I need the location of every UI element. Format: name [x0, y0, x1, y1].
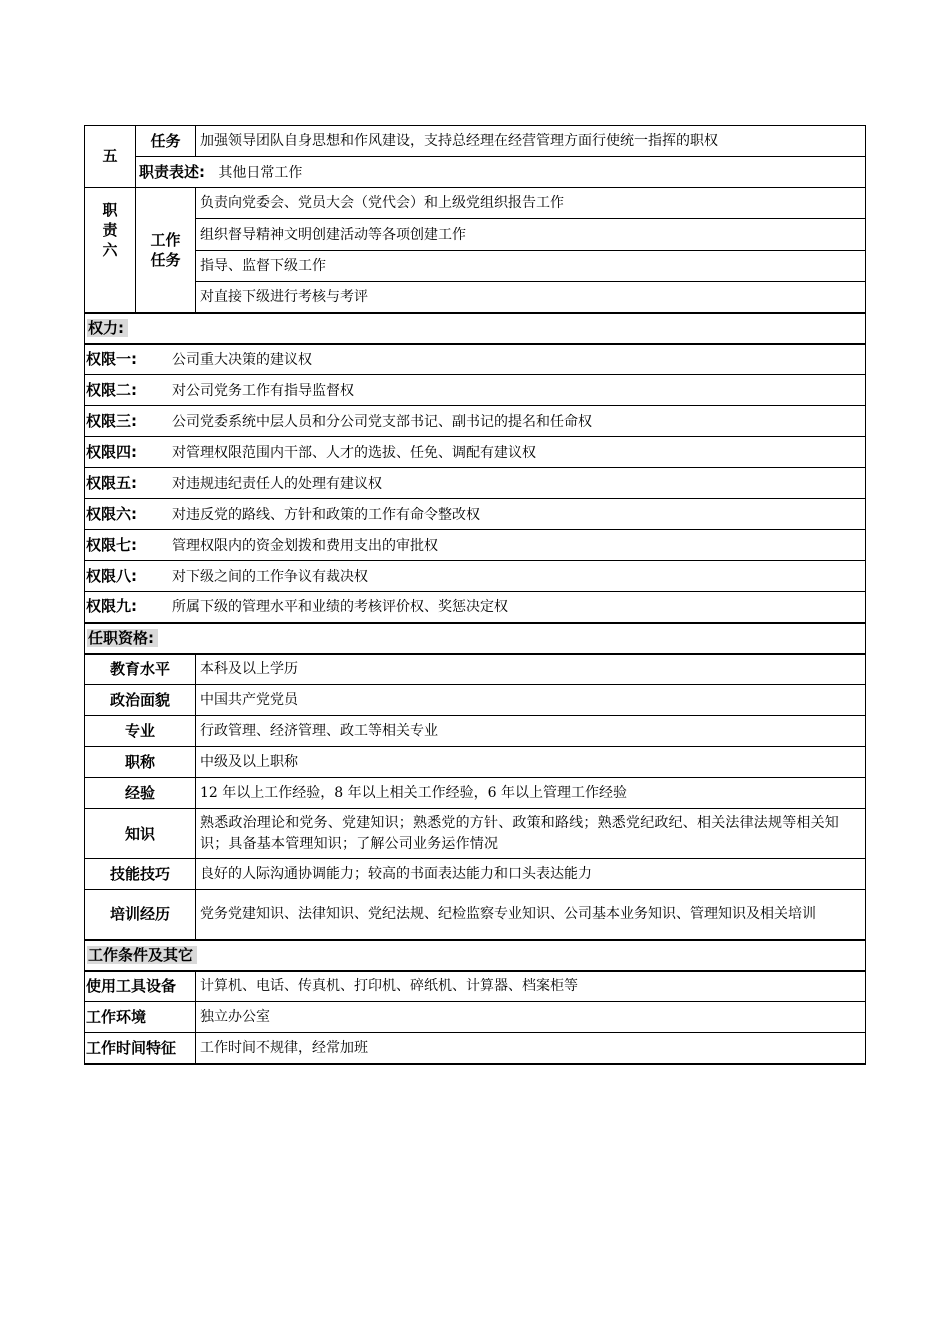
qualification-label: 技能技巧 [85, 859, 196, 890]
condition-text: 独立办公室 [196, 1002, 866, 1033]
duty-six-task-item: 组织督导精神文明创建活动等各项创建工作 [196, 219, 866, 251]
qualification-label: 政治面貌 [85, 685, 196, 716]
duty-six-task-item: 指导、监督下级工作 [196, 251, 866, 282]
power-label: 权限一: [86, 349, 137, 368]
qualification-text: 本科及以上学历 [196, 654, 866, 685]
qualifications-heading-cell [85, 623, 866, 654]
powers-heading-row [85, 313, 866, 344]
powers-heading: 权力: [87, 319, 128, 337]
power-cell [85, 375, 866, 406]
duty-six-desc-text: 其他日常工作 [218, 164, 303, 181]
power-row [85, 344, 866, 375]
power-row [85, 561, 866, 592]
power-cell [85, 468, 866, 499]
qualification-row [85, 716, 866, 747]
qualification-row [85, 890, 866, 940]
duty-six-task-label-line: 任务 [150, 250, 181, 269]
qualification-text: 良好的人际沟通协调能力；较高的书面表达能力和口头表达能力 [196, 859, 866, 890]
job-description-table-wrapper [84, 125, 865, 1065]
qualification-row [85, 859, 866, 890]
qualification-label: 专业 [85, 716, 196, 747]
power-text: 所属下级的管理水平和业绩的考核评价权、奖惩决定权 [172, 599, 508, 616]
duty-five-task-text: 加强领导团队自身思想和作风建设，支持总经理在经营管理方面行使统一指挥的职权 [196, 126, 866, 157]
power-cell [85, 406, 866, 437]
duty-six-task-row [85, 219, 866, 251]
qualifications-heading: 任职资格: [87, 629, 158, 647]
duty-six-task-row [85, 251, 866, 282]
power-row [85, 499, 866, 530]
qualification-row [85, 778, 866, 809]
power-cell [85, 530, 866, 561]
duty-six-task-row [85, 282, 866, 313]
qualification-text: 行政管理、经济管理、政工等相关专业 [196, 716, 866, 747]
duty-six-desc-label: 职责表述: [139, 162, 205, 181]
duty-six-desc-cell [136, 157, 866, 188]
power-cell [85, 437, 866, 468]
power-label: 权限二: [86, 380, 137, 399]
power-label: 权限九: [86, 597, 137, 616]
qualification-row [85, 809, 866, 859]
power-label: 权限四: [86, 442, 137, 461]
condition-text: 计算机、电话、传真机、打印机、碎纸机、计算器、档案柜等 [196, 971, 866, 1002]
power-text: 对公司党务工作有指导监督权 [172, 382, 354, 399]
qualification-text: 熟悉政治理论和党务、党建知识；熟悉党的方针、政策和路线；熟悉党纪政纪、相关法律法规等相关知识；具备基本管理知识；了解公司业务运作情况 [196, 809, 866, 859]
power-row [85, 375, 866, 406]
conditions-heading-row [85, 940, 866, 971]
duty-five-label: 五 [85, 126, 136, 188]
power-text: 对违反党的路线、方针和政策的工作有命令整改权 [172, 506, 480, 523]
power-label: 权限三: [86, 411, 137, 430]
power-row [85, 468, 866, 499]
power-row [85, 530, 866, 561]
power-text: 对管理权限范围内干部、人才的选拔、任免、调配有建议权 [172, 444, 536, 461]
qualifications-heading-row [85, 623, 866, 654]
duty-six-label [85, 188, 136, 313]
power-label: 权限五: [86, 473, 137, 492]
condition-row [85, 1033, 866, 1064]
qualification-text: 党务党建知识、法律知识、党纪法规、纪检监察专业知识、公司基本业务知识、管理知识及相关培训 [196, 890, 866, 940]
qualification-row [85, 747, 866, 778]
duty-five-task-row [85, 126, 866, 157]
power-row [85, 437, 866, 468]
power-text: 管理权限内的资金划拨和费用支出的审批权 [172, 537, 438, 554]
qualification-label: 职称 [85, 747, 196, 778]
power-cell [85, 561, 866, 592]
powers-heading-cell [85, 313, 866, 344]
qualification-label: 培训经历 [85, 890, 196, 940]
qualification-label: 经验 [85, 778, 196, 809]
power-cell [85, 344, 866, 375]
duty-six-task-label-line: 工作 [150, 230, 181, 249]
qualification-text: 12 年以上工作经验，8 年以上相关工作经验，6 年以上管理工作经验 [196, 778, 866, 809]
condition-row [85, 971, 866, 1002]
duty-five-task-label: 任务 [136, 126, 196, 157]
power-text: 对下级之间的工作争议有裁决权 [172, 568, 368, 585]
duty-six-task-item: 负责向党委会、党员大会（党代会）和上级党组织报告工作 [196, 188, 866, 219]
duty-six-label-line: 六 [102, 241, 118, 259]
power-text: 公司党委系统中层人员和分公司党支部书记、副书记的提名和任命权 [172, 413, 592, 430]
condition-label: 工作时间特征 [85, 1033, 196, 1064]
condition-text: 工作时间不规律，经常加班 [196, 1033, 866, 1064]
condition-label: 使用工具设备 [85, 971, 196, 1002]
qualification-text: 中国共产党党员 [196, 685, 866, 716]
power-row [85, 406, 866, 437]
power-text: 公司重大决策的建议权 [172, 351, 312, 368]
duty-six-label-line: 职 [102, 201, 118, 219]
qualification-label: 教育水平 [85, 654, 196, 685]
power-label: 权限七: [86, 535, 137, 554]
power-label: 权限八: [86, 566, 137, 585]
conditions-heading-cell [85, 940, 866, 971]
power-cell [85, 499, 866, 530]
power-text: 对违规违纪责任人的处理有建议权 [172, 475, 382, 492]
qualification-label: 知识 [85, 809, 196, 859]
conditions-heading: 工作条件及其它 [87, 946, 197, 964]
job-description-table [84, 125, 866, 1065]
duty-six-label-line: 责 [102, 221, 118, 239]
qualification-row [85, 654, 866, 685]
condition-label: 工作环境 [85, 1002, 196, 1033]
duty-six-task-row [85, 188, 866, 219]
qualification-text: 中级及以上职称 [196, 747, 866, 778]
duty-six-task-item: 对直接下级进行考核与考评 [196, 282, 866, 313]
power-label: 权限六: [86, 504, 137, 523]
duty-six-desc-row [85, 157, 866, 188]
power-cell [85, 592, 866, 623]
condition-row [85, 1002, 866, 1033]
qualification-row [85, 685, 866, 716]
power-row [85, 592, 866, 623]
duty-six-task-label [136, 188, 196, 313]
